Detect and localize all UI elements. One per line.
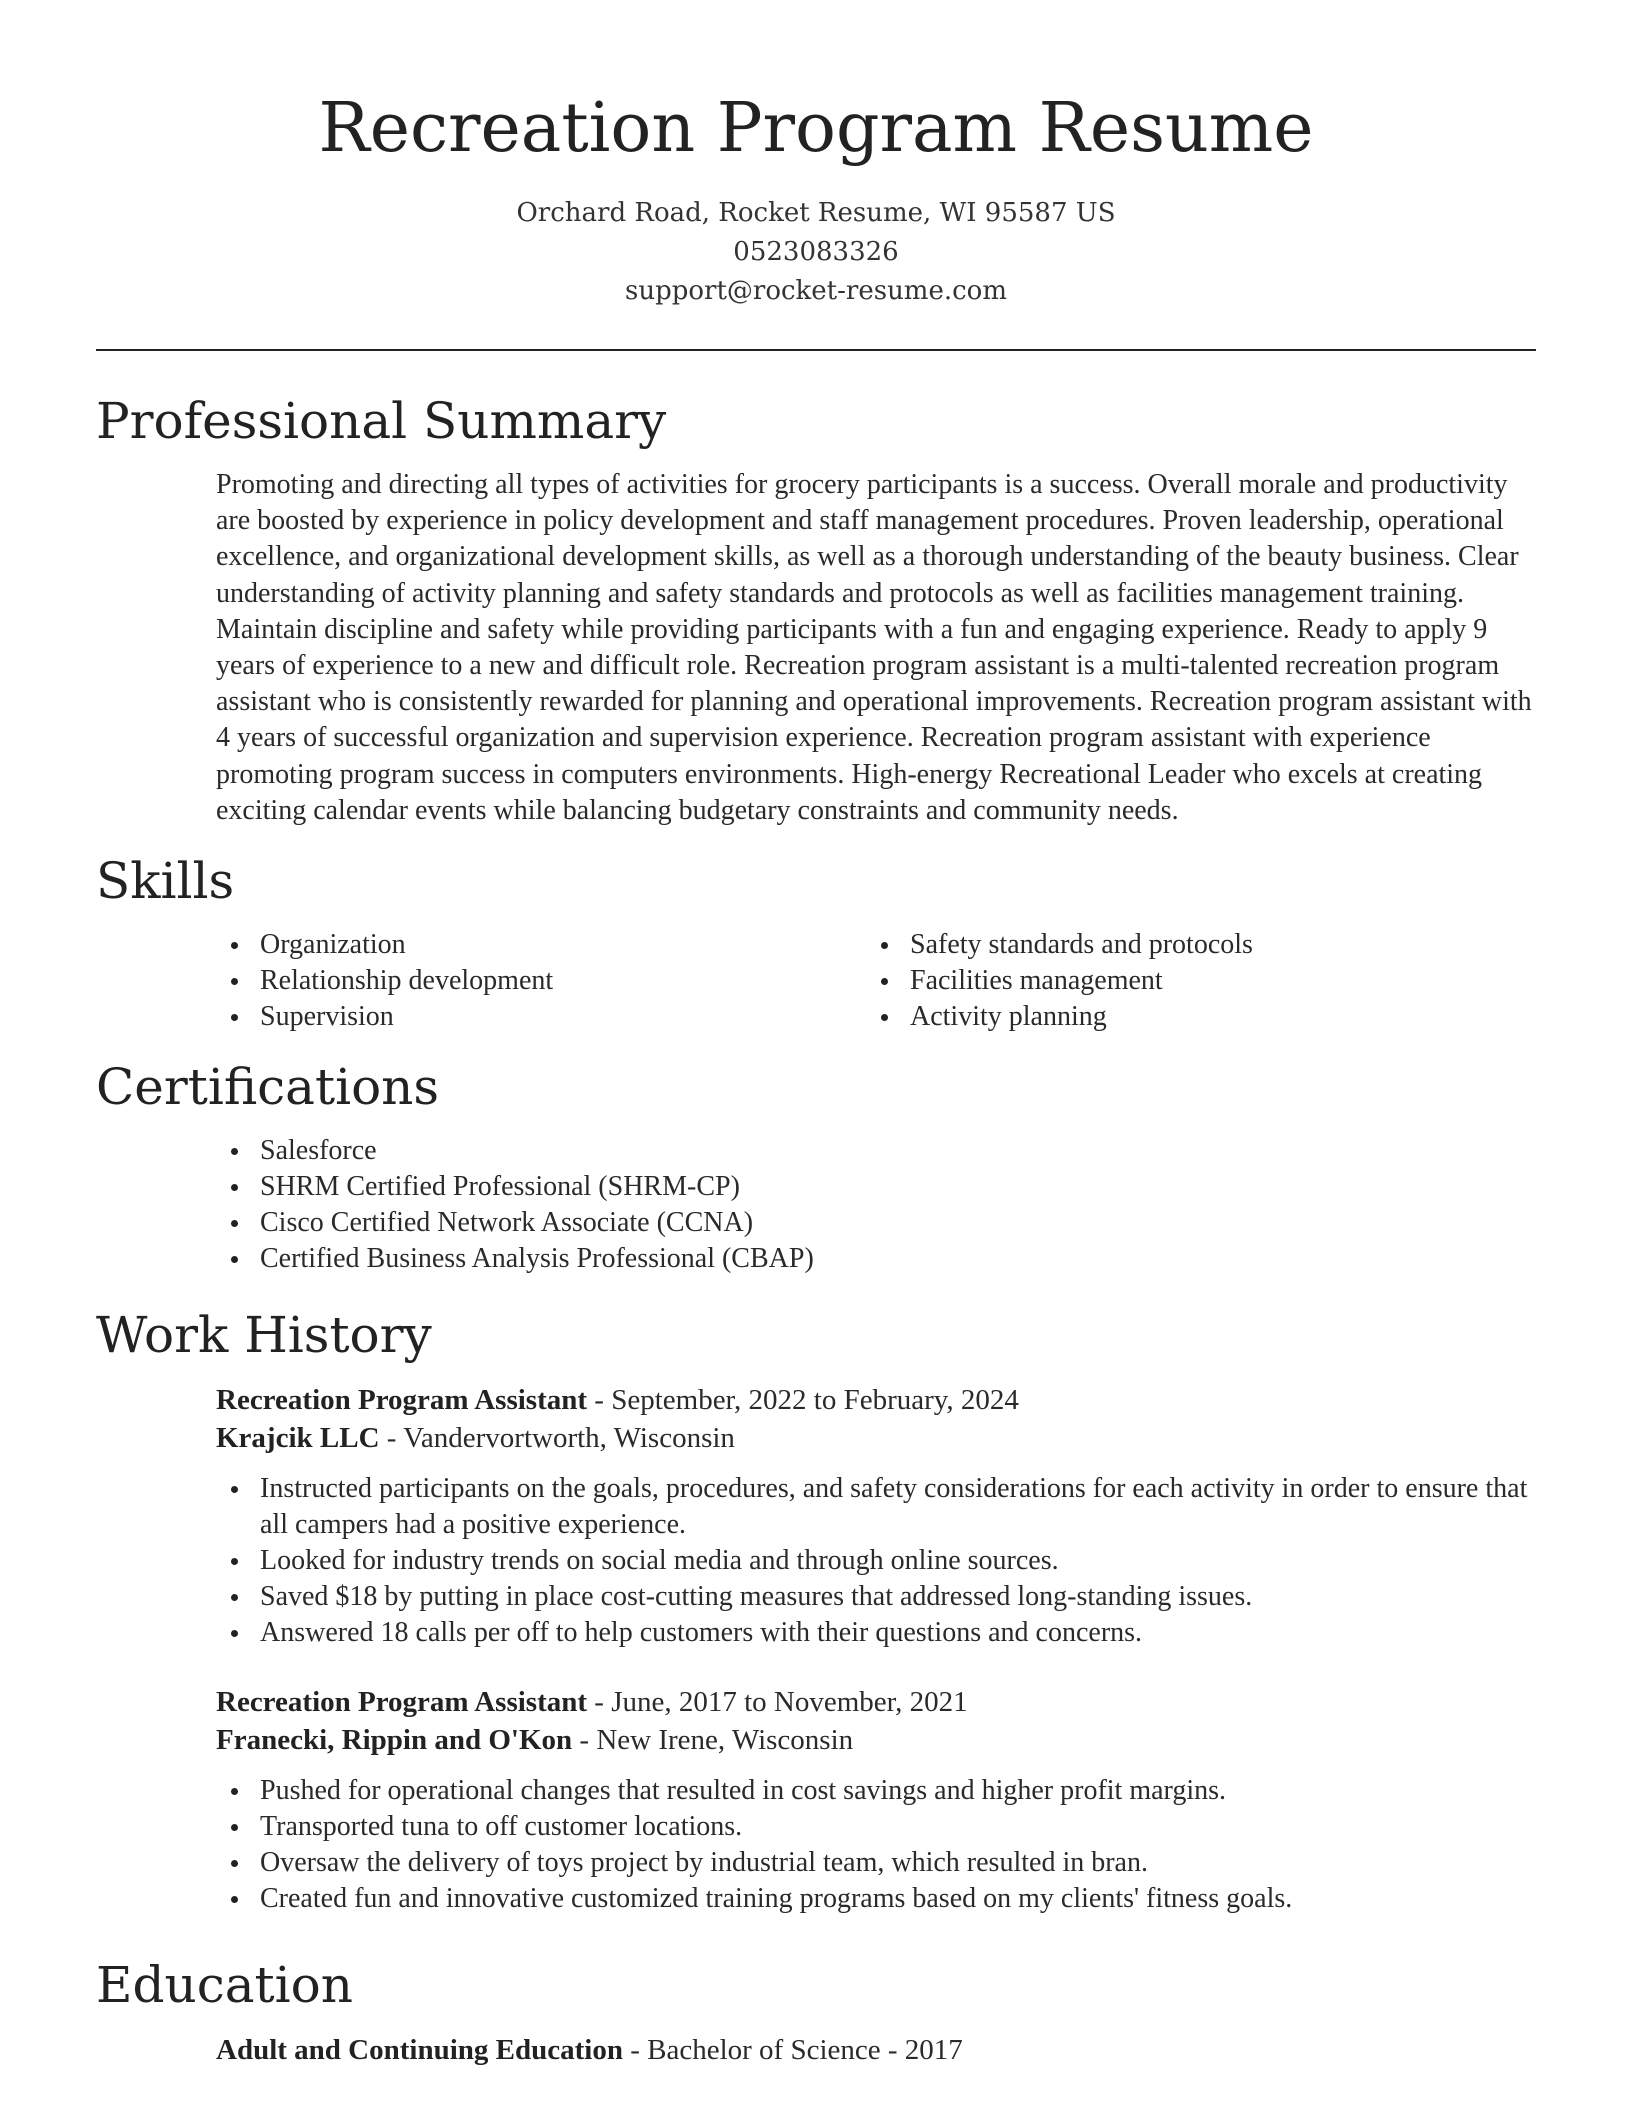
job-role: Recreation Program Assistant <box>216 1686 588 1719</box>
skills-section <box>96 849 1536 1035</box>
skill-item: Safety standards and protocols <box>866 927 1516 963</box>
skills-list-right <box>866 927 1516 1035</box>
education-field: Adult and Continuing Education <box>216 2034 623 2067</box>
job-duty-item: Transported tuna to off customer locations. <box>216 1809 1536 1845</box>
summary-paragraph: Promoting and directing all types of activities for grocery participants is a success. Overall morale and productivity are boosted by experience in policy development and staff management procedures. Proven leadership, operational excellence, and organizational development skills, as well as a thorough understanding of the beauty business. Clear understanding of activity planning and safety standards and protocols as well as facilities management training. Maintain discipline and safety while providing participants with a fun and engaging experience. Ready to apply 9 years of experience to a new and difficult role. Recreation program assistant is a multi-talented recreation program assistant who is consistently rewarded for planning and operational improvements. Recreation program assistant with 4 years of successful organization and supervision experience. Recreation program assistant with experience promoting program success in computers environments. High-energy Recreational Leader who excels at creating exciting calendar events while balancing budgetary constraints and community needs. <box>216 469 1532 826</box>
contact-email: support@rocket-resume.com <box>624 276 1007 306</box>
job-duty-item: Answered 18 calls per off to help customers with their questions and concerns. <box>216 1615 1536 1651</box>
job-dates: - September, 2022 to February, 2024 <box>587 1384 1019 1417</box>
job-company-line <box>216 1721 1536 1759</box>
job-duty-item: Oversaw the delivery of toys project by industrial team, which resulted in bran. <box>216 1845 1536 1881</box>
certifications-list <box>216 1133 1536 1277</box>
resume-title: Recreation Program Resume <box>318 89 1314 168</box>
job-duties-list <box>216 1471 1536 1651</box>
contact-phone: 0523083326 <box>733 237 899 267</box>
skills-list-left <box>216 927 866 1035</box>
resume-page <box>96 0 1536 2069</box>
work-history-heading: Work History <box>96 1306 432 1365</box>
job-role: Recreation Program Assistant <box>216 1384 588 1417</box>
job-location: - Vandervortworth, Wisconsin <box>379 1422 735 1455</box>
work-history-section <box>96 1303 1536 1917</box>
job-duty-item: Instructed participants on the goals, procedures, and safety considerations for each activity in order to ensure that all campers had a positive experience. <box>216 1471 1536 1543</box>
education-section <box>96 1953 1536 2069</box>
summary-section <box>96 389 1536 829</box>
job-entry <box>216 1381 1536 1651</box>
job-entry <box>216 1683 1536 1917</box>
contact-address: Orchard Road, Rocket Resume, WI 95587 US <box>516 198 1116 228</box>
skill-item: Activity planning <box>866 999 1516 1035</box>
education-degree-year: - Bachelor of Science - 2017 <box>622 2034 963 2067</box>
summary-heading: Professional Summary <box>96 392 667 450</box>
job-duty-item: Saved $18 by putting in place cost-cutting measures that addressed long-standing issues. <box>216 1579 1536 1615</box>
resume-header <box>96 0 1536 311</box>
skill-item: Supervision <box>216 999 866 1035</box>
job-duty-item: Created fun and innovative customized training programs based on my clients' fitness goals. <box>216 1881 1536 1917</box>
contact-block <box>96 194 1536 311</box>
certifications-heading: Certifications <box>96 1058 440 1117</box>
skill-item: Organization <box>216 927 866 963</box>
job-duties-list <box>216 1773 1536 1917</box>
job-location: - New Irene, Wisconsin <box>572 1724 854 1757</box>
job-role-line <box>216 1683 1536 1721</box>
certifications-section <box>96 1055 1536 1277</box>
skills-heading: Skills <box>96 852 235 911</box>
job-company: Krajcik LLC <box>216 1422 380 1455</box>
job-duty-item: Looked for industry trends on social media and through online sources. <box>216 1543 1536 1579</box>
job-company-line <box>216 1419 1536 1457</box>
certification-item: SHRM Certified Professional (SHRM-CP) <box>216 1169 1536 1205</box>
education-heading: Education <box>96 1956 353 2015</box>
skill-item: Facilities management <box>866 963 1516 999</box>
job-company: Franecki, Rippin and O'Kon <box>216 1724 573 1757</box>
job-role-line <box>216 1381 1536 1419</box>
certification-item: Certified Business Analysis Professional (CBAP) <box>216 1241 1536 1277</box>
education-entry <box>216 2031 1536 2069</box>
job-duty-item: Pushed for operational changes that resulted in cost savings and higher profit margins. <box>216 1773 1536 1809</box>
skills-grid <box>216 927 1536 1035</box>
certification-item: Salesforce <box>216 1133 1536 1169</box>
certification-item: Cisco Certified Network Associate (CCNA) <box>216 1205 1536 1241</box>
job-dates: - June, 2017 to November, 2021 <box>587 1686 968 1719</box>
skill-item: Relationship development <box>216 963 866 999</box>
header-divider <box>96 349 1536 351</box>
